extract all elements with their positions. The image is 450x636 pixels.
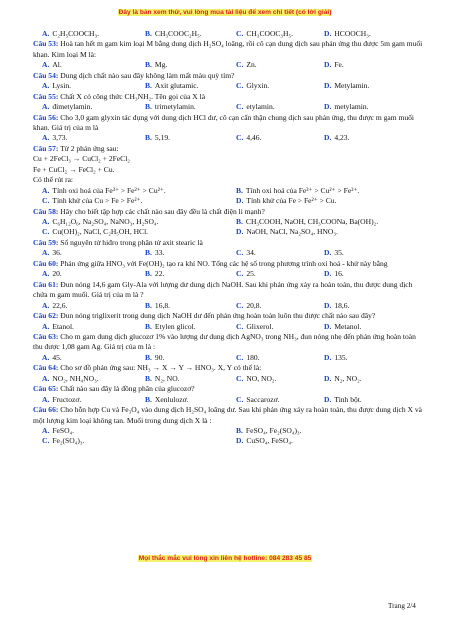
answer-letter: C. bbox=[236, 248, 244, 258]
answer-option bbox=[324, 322, 361, 332]
answer-text: Saccarozơ. bbox=[246, 394, 280, 404]
answer-letter: A. bbox=[42, 321, 50, 331]
question bbox=[33, 259, 423, 269]
answer-option bbox=[145, 29, 202, 39]
answer-text: FeSO₄. bbox=[52, 425, 75, 435]
answer-text: Tinh bột. bbox=[334, 394, 362, 404]
question-text: Phản ứng giữa HNO₃ với Fe(OH)₂ tạo ra khí NO. Tổng các hệ số trong phương trình oxi hoá - khử này bằng bbox=[60, 258, 388, 268]
answer-letter: B. bbox=[145, 29, 152, 38]
answer-text: 33. bbox=[154, 248, 165, 258]
answer-option bbox=[324, 60, 344, 70]
answer-option bbox=[236, 322, 273, 332]
answer-row bbox=[33, 301, 423, 311]
answer-letter: C. bbox=[236, 29, 244, 38]
answer-option bbox=[236, 133, 261, 143]
answer-text: CH₃COOC₂H₅. bbox=[154, 29, 202, 38]
question bbox=[33, 311, 423, 321]
question bbox=[33, 405, 423, 426]
answer-row bbox=[33, 269, 423, 279]
answer-option bbox=[42, 395, 81, 405]
question bbox=[33, 92, 423, 102]
answer-option bbox=[42, 196, 142, 206]
question-text: Chất X có công thức CH₃NH₂. Tên gọi của X là bbox=[60, 91, 206, 101]
answer-letter: C. bbox=[236, 269, 244, 279]
question-number: Câu 53: bbox=[33, 39, 59, 49]
answer-letter: B. bbox=[236, 185, 243, 195]
answer-option bbox=[42, 374, 99, 384]
answer-letter: C. bbox=[236, 352, 244, 362]
answer-letter: C. bbox=[42, 196, 50, 206]
answer-option bbox=[42, 248, 62, 258]
answer-option bbox=[324, 374, 362, 384]
answer-letter: C. bbox=[236, 133, 244, 143]
question-text: Hoà tan hết m gam kim loại M bằng dung dịch H₂SO₄ loãng, rồi cô cạn dung dịch sau phản ứng thu được 5m gam muối khan. Kim loại M là: bbox=[33, 39, 423, 59]
answer-text: Glixerol. bbox=[246, 321, 274, 331]
answer-letter: C. bbox=[236, 394, 244, 404]
answer-row bbox=[33, 395, 423, 405]
answer-letter: A. bbox=[42, 217, 50, 227]
answer-row bbox=[33, 322, 423, 332]
question-text: Chất nào sau đây là đồng phân của glucozơ? bbox=[60, 384, 195, 394]
answer-option bbox=[42, 186, 166, 196]
answer-letter: B. bbox=[145, 248, 152, 258]
answer-option bbox=[324, 395, 362, 405]
question-number: Câu 66: bbox=[33, 405, 59, 415]
answer-option bbox=[145, 81, 199, 91]
answer-text: 5,19. bbox=[154, 133, 171, 143]
reaction-line: Có thể rút ra: bbox=[33, 175, 74, 185]
preview-banner bbox=[0, 9, 450, 16]
answer-text: Axit glutamic. bbox=[154, 81, 199, 91]
hotline-banner-text: Mọi thắc mắc vui lòng xin liên hệ hotline: 084 283 45 85 bbox=[138, 555, 312, 562]
answer-option bbox=[42, 102, 92, 112]
answer-option bbox=[42, 322, 74, 332]
answer-option bbox=[145, 301, 170, 311]
answer-text: Cu(OH)₂, NaCl, C₂H₅OH, HCl. bbox=[52, 227, 149, 237]
answer-row-two-col bbox=[33, 186, 423, 196]
question bbox=[33, 39, 423, 60]
answer-row-two-col bbox=[33, 227, 423, 237]
answer-text: Tính oxi hoá của Fe³⁺ > Fe²⁺ > Cu²⁺. bbox=[52, 185, 166, 195]
answer-text: 34. bbox=[246, 248, 256, 258]
answer-text: trimetylamin. bbox=[154, 102, 196, 112]
answer-text: Lysin. bbox=[52, 81, 72, 91]
answer-row bbox=[33, 60, 423, 70]
answer-letter: D. bbox=[324, 29, 332, 38]
answer-option bbox=[42, 436, 84, 446]
answer-option bbox=[145, 248, 164, 258]
question-text: Cho sơ đồ phản ứng sau: NH₃ → X → Y → HNO₃. X, Y có thể là: bbox=[60, 363, 262, 373]
answer-letter: D. bbox=[236, 196, 244, 206]
answer-text: Glyxin. bbox=[246, 81, 270, 91]
answer-letter: D. bbox=[324, 133, 332, 143]
answer-text: 3,73. bbox=[52, 133, 68, 143]
answer-letter: C. bbox=[236, 81, 244, 91]
answer-option bbox=[145, 395, 188, 405]
question-text: Đun nóng 14,6 gam Gly-Ala với lượng dư dung dịch NaOH. Sau khi phản ứng xảy ra hoàn toàn, thu được dung dịch chứa m gam muối. Giá trị của m là ? bbox=[33, 279, 413, 300]
question-number: Câu 59: bbox=[33, 237, 59, 247]
answer-row-two-col bbox=[33, 426, 423, 436]
answer-option bbox=[145, 60, 167, 70]
answer-text: C₂H₅COOCH₃. bbox=[52, 29, 100, 38]
answer-option bbox=[236, 81, 269, 91]
question-number: Câu 57: bbox=[33, 143, 59, 153]
answer-option bbox=[236, 395, 279, 405]
question-number: Câu 63: bbox=[33, 331, 59, 341]
answer-letter: B. bbox=[145, 81, 152, 91]
answer-text: CH₃COOH, NaOH, CH₃COONa, Ba(OH)₂. bbox=[245, 217, 379, 227]
answer-option bbox=[42, 217, 158, 227]
answer-letter: D. bbox=[324, 269, 332, 279]
answer-text: Zn. bbox=[246, 60, 257, 70]
answer-text: Etanol. bbox=[52, 321, 74, 331]
question-number: Câu 60: bbox=[33, 258, 59, 268]
question-number: Câu 65: bbox=[33, 384, 59, 394]
question-number: Câu 62: bbox=[33, 311, 59, 321]
answer-letter: D. bbox=[324, 81, 332, 91]
answer-text: 20,8. bbox=[246, 300, 262, 310]
question-number: Câu 56: bbox=[33, 112, 59, 122]
answer-text: 35. bbox=[334, 248, 344, 258]
answer-text: Fe. bbox=[334, 60, 344, 70]
answer-option bbox=[236, 227, 338, 237]
answer-text: 25. bbox=[246, 269, 256, 279]
answer-letter: A. bbox=[42, 300, 50, 310]
answer-text: metylamin. bbox=[334, 102, 369, 112]
answer-letter: A. bbox=[42, 425, 50, 435]
answer-text: 180. bbox=[246, 352, 260, 362]
answer-option bbox=[324, 269, 344, 279]
answer-letter: C. bbox=[236, 373, 244, 383]
answer-text: Tính khử của Cu > Fe > Fe²⁺. bbox=[52, 196, 143, 206]
answer-option bbox=[236, 301, 261, 311]
question bbox=[33, 207, 423, 217]
answer-row-two-col bbox=[33, 436, 423, 446]
question-text: Từ 2 phản ứng sau: bbox=[60, 143, 119, 153]
answer-text: 36. bbox=[52, 248, 62, 258]
answer-text: Metanol. bbox=[334, 321, 362, 331]
answer-text: NaOH, NaCl, Na₂SO₄, HNO₃. bbox=[246, 227, 338, 237]
question-number: Câu 58: bbox=[33, 206, 59, 216]
answer-letter: A. bbox=[42, 394, 50, 404]
answer-letter: D. bbox=[324, 60, 332, 70]
answer-letter: D. bbox=[324, 300, 332, 310]
answer-letter: D. bbox=[324, 394, 332, 404]
answer-option bbox=[236, 269, 256, 279]
answer-option bbox=[236, 29, 293, 39]
answer-letter: B. bbox=[145, 102, 152, 112]
answer-letter: A. bbox=[42, 248, 50, 258]
answer-text: NO, NO₂. bbox=[246, 373, 277, 383]
answer-option bbox=[145, 353, 164, 363]
answer-letter: C. bbox=[236, 321, 244, 331]
answer-letter: B. bbox=[145, 394, 152, 404]
answer-text: 20. bbox=[52, 269, 62, 279]
answer-option bbox=[42, 301, 67, 311]
answer-text: Fe₂(SO₄)₃. bbox=[52, 436, 85, 446]
answer-option bbox=[42, 60, 62, 70]
answer-row-two-col bbox=[33, 217, 423, 227]
answer-letter: C. bbox=[42, 436, 50, 446]
question bbox=[33, 280, 423, 301]
answer-row bbox=[33, 133, 423, 143]
question-text: Cho hỗn hợp Cu và Fe₃O₄ vào dung dịch H₂SO₄ loãng dư. Sau khi phản ứng xảy ra hoàn toàn, thu được dung dịch X và một lượng kim loại không tan. Muối trong dung dịch X là : bbox=[33, 405, 423, 425]
answer-text: 4,46. bbox=[246, 133, 262, 143]
answer-option bbox=[145, 322, 196, 332]
answer-option bbox=[145, 374, 180, 384]
answer-letter: C. bbox=[42, 227, 50, 237]
answer-text: CuSO₄, FeSO₄. bbox=[246, 436, 293, 446]
answer-text: 16,8. bbox=[154, 300, 171, 310]
answer-letter: A. bbox=[42, 133, 50, 143]
answer-text: 22. bbox=[154, 269, 165, 279]
reaction-line: Cu + 2FeCl₃ → CuCl₂ + 2FeCl₂ bbox=[33, 154, 130, 164]
answer-letter: D. bbox=[324, 321, 332, 331]
answer-letter: A. bbox=[42, 269, 50, 279]
answer-option bbox=[236, 186, 359, 196]
answer-option bbox=[236, 102, 275, 112]
answer-letter: A. bbox=[42, 102, 50, 112]
answer-option bbox=[236, 196, 336, 206]
answer-option bbox=[145, 269, 164, 279]
answer-option bbox=[145, 102, 196, 112]
answer-option bbox=[42, 227, 148, 237]
answer-text: Mg. bbox=[154, 60, 168, 70]
answer-row bbox=[33, 374, 423, 384]
answer-letter: B. bbox=[145, 269, 152, 279]
answer-option bbox=[324, 102, 369, 112]
answer-row bbox=[33, 29, 423, 39]
answer-row bbox=[33, 102, 423, 112]
answer-letter: C. bbox=[236, 60, 244, 70]
answer-letter: D. bbox=[324, 102, 332, 112]
answer-text: 16. bbox=[334, 269, 344, 279]
question bbox=[33, 144, 423, 154]
answer-text: 135. bbox=[334, 352, 348, 362]
answer-text: 22,6. bbox=[52, 300, 68, 310]
answer-option bbox=[236, 374, 276, 384]
answer-text: đimetylamin. bbox=[52, 102, 93, 112]
answer-text: 45. bbox=[52, 352, 62, 362]
answer-text: etylamin. bbox=[246, 102, 275, 112]
answer-option bbox=[42, 29, 99, 39]
answer-option bbox=[324, 301, 349, 311]
answer-letter: D. bbox=[236, 227, 244, 237]
answer-text: Al. bbox=[52, 60, 62, 70]
question-text: Hãy cho biết tập hợp các chất nào sau đây đều là chất điện li mạnh? bbox=[60, 206, 265, 216]
answer-letter: A. bbox=[42, 185, 50, 195]
answer-text: Etylen glicol. bbox=[154, 321, 196, 331]
answer-letter: B. bbox=[145, 60, 152, 70]
preview-banner-text: Đây là bản xem thử, vui lòng mua tài liệu để xem chi tiết (có lời giải) bbox=[118, 9, 332, 16]
answer-letter: D. bbox=[324, 373, 332, 383]
answer-option bbox=[145, 133, 170, 143]
answer-option bbox=[236, 353, 260, 363]
answer-text: 18,6. bbox=[334, 300, 350, 310]
answer-row bbox=[33, 353, 423, 363]
answer-text: CH₃COOC₃H₅. bbox=[246, 29, 294, 38]
answer-row-two-col bbox=[33, 196, 423, 206]
answer-text: C₆H₁₂O₆, Na₂SO₄, NaNO₃, H₂SO₄. bbox=[52, 217, 159, 227]
question-number: Câu 64: bbox=[33, 363, 59, 373]
answer-text: 90. bbox=[154, 352, 165, 362]
answer-text: N₂, NO₂. bbox=[334, 373, 362, 383]
answer-text: FeSO₄, Fe₂(SO₄)₃. bbox=[245, 425, 302, 435]
answer-option bbox=[236, 436, 293, 446]
answer-letter: A. bbox=[42, 352, 50, 362]
answer-option bbox=[324, 133, 349, 143]
answer-option bbox=[42, 81, 71, 91]
answer-text: HCOOCH₃. bbox=[334, 29, 371, 38]
question-number: Câu 61: bbox=[33, 279, 59, 289]
answer-letter: B. bbox=[145, 352, 152, 362]
question-list bbox=[33, 29, 423, 447]
reaction-line: Fe + CuCl₂ → FeCl₂ + Cu. bbox=[33, 164, 115, 174]
answer-text: Xenlulozơ. bbox=[154, 394, 189, 404]
answer-option bbox=[324, 81, 369, 91]
answer-letter: A. bbox=[42, 29, 50, 38]
question-text: Đun nóng triglixerit trong dung dịch NaOH dư đến phản ứng hoàn toàn luôn thu được chất nào sau đây? bbox=[60, 311, 376, 321]
answer-letter: A. bbox=[42, 81, 50, 91]
question-text: Cho m gam dung dịch glucozơ 1% vào lượng dư dung dịch AgNO₃ trong NH₃, đun nóng nhẹ đến phản ứng hoàn toàn thu được 1,08 gam Ag. Giá trị của m là : bbox=[33, 331, 416, 352]
question-text: Dung dịch chất nào sau đây không làm mất màu quỳ tím? bbox=[60, 70, 235, 80]
answer-letter: D. bbox=[324, 248, 332, 258]
answer-letter: A. bbox=[42, 373, 50, 383]
answer-option bbox=[236, 217, 378, 227]
question bbox=[33, 332, 423, 353]
answer-option bbox=[42, 353, 62, 363]
answer-letter: B. bbox=[145, 300, 152, 310]
answer-text: Fructozơ. bbox=[52, 394, 82, 404]
answer-text: Metylamin. bbox=[334, 81, 370, 91]
answer-text: 4,23. bbox=[334, 133, 350, 143]
answer-row bbox=[33, 248, 423, 258]
answer-option bbox=[236, 248, 256, 258]
answer-text: Tính khử của Fe > Fe²⁺ > Cu. bbox=[246, 196, 337, 206]
answer-option bbox=[324, 248, 344, 258]
answer-text: Tính oxi hoá của Fe³⁺ > Cu²⁺ > Fe²⁺. bbox=[245, 185, 360, 195]
answer-letter: D. bbox=[236, 436, 244, 446]
answer-text: NO₂, NH₄NO₃. bbox=[52, 373, 99, 383]
answer-letter: B. bbox=[236, 425, 243, 435]
question-text: Số nguyên tử hiđro trong phân tử axit stearic là bbox=[60, 237, 203, 247]
answer-letter: B. bbox=[145, 133, 152, 143]
answer-row bbox=[33, 81, 423, 91]
question-number: Câu 54: bbox=[33, 70, 59, 80]
question bbox=[33, 113, 423, 134]
answer-option bbox=[236, 426, 302, 436]
answer-option bbox=[42, 426, 74, 436]
question bbox=[33, 238, 423, 248]
question-text: Cho 3,0 gam glyxin tác dụng với dung dịch HCl dư, cô cạn cẩn thận chung dịch sau phản ứng, thu được m gam muối khan. Giá trị của m là bbox=[33, 112, 414, 133]
answer-letter: C. bbox=[236, 300, 244, 310]
answer-letter: D. bbox=[324, 352, 332, 362]
question bbox=[33, 71, 423, 81]
answer-letter: B. bbox=[145, 321, 152, 331]
question bbox=[33, 363, 423, 373]
answer-option bbox=[42, 269, 62, 279]
question-number: Câu 55: bbox=[33, 91, 59, 101]
answer-option bbox=[42, 133, 67, 143]
answer-text: N₂, NO. bbox=[154, 373, 180, 383]
answer-letter: B. bbox=[236, 217, 243, 227]
answer-letter: B. bbox=[145, 373, 152, 383]
answer-option bbox=[324, 29, 371, 39]
page-number: Trang 2/4 bbox=[388, 602, 416, 610]
answer-option bbox=[324, 353, 348, 363]
answer-letter: C. bbox=[236, 102, 244, 112]
question bbox=[33, 384, 423, 394]
answer-option bbox=[236, 60, 257, 70]
answer-letter: A. bbox=[42, 60, 50, 70]
hotline-banner bbox=[0, 555, 450, 562]
